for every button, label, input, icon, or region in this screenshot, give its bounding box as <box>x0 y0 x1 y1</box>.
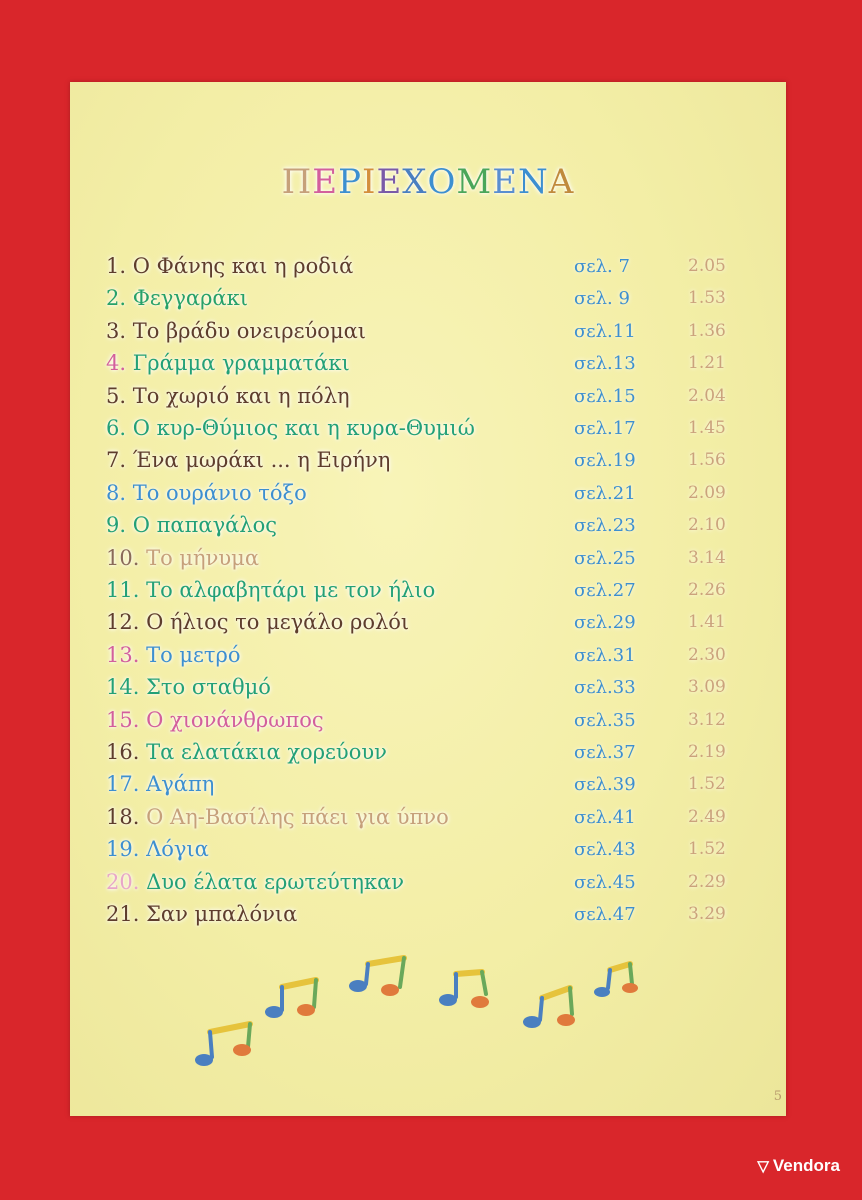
title-letter: Ο <box>427 162 457 202</box>
song-page: σελ.43 <box>574 839 636 861</box>
title-letter: Ε <box>492 162 519 202</box>
song-page: σελ.21 <box>574 482 636 504</box>
vendora-watermark <box>757 1156 840 1176</box>
music-note-icon <box>195 1024 251 1066</box>
song-duration: 2.30 <box>688 644 726 665</box>
song-page: σελ.39 <box>574 774 636 796</box>
song-duration: 1.45 <box>688 418 726 438</box>
song-title: 4. Γράμμα γραμματάκι <box>106 351 350 376</box>
title-letter: Χ <box>402 162 428 202</box>
title-letter: Ε <box>376 162 403 202</box>
song-duration: 1.52 <box>688 839 726 860</box>
song-title: 8. Το ουράνιο τόξο <box>106 480 307 505</box>
watermark-text: Vendora <box>772 1156 840 1175</box>
song-duration: 2.10 <box>688 515 726 536</box>
song-title: 17. Αγάπη <box>106 772 215 797</box>
song-duration: 3.12 <box>688 709 726 730</box>
song-page: σελ. 7 <box>574 256 630 277</box>
song-title: 7. Ένα μωράκι ... η Ειρήνη <box>106 448 391 473</box>
song-page: σελ.27 <box>574 580 636 601</box>
song-page: σελ.37 <box>574 742 636 763</box>
song-page: σελ.47 <box>574 904 636 925</box>
song-page: σελ.19 <box>574 450 636 472</box>
song-duration: 1.41 <box>688 612 726 633</box>
title-letter: Ι <box>362 162 377 202</box>
song-title: 1. Ο Φάνης και η ροδιά <box>106 254 354 278</box>
music-note-icon <box>523 988 575 1028</box>
song-duration: 3.09 <box>688 677 726 698</box>
music-note-icon <box>349 958 404 996</box>
song-page: σελ.13 <box>574 353 636 375</box>
song-title: 5. Το χωριό και η πόλη <box>106 383 350 408</box>
song-page: σελ.29 <box>574 612 636 634</box>
song-title: 2. Φεγγαράκι <box>106 286 248 311</box>
song-title: 20. Δυο έλατα ερωτεύτηκαν <box>106 869 405 894</box>
song-duration: 2.05 <box>688 256 726 276</box>
song-title: 10. Το μήνυμα <box>106 545 259 570</box>
song-duration: 1.21 <box>688 353 726 374</box>
song-title: 3. Το βράδυ ονειρεύομαι <box>106 318 367 343</box>
title-letter: Μ <box>456 162 493 202</box>
song-title: 6. Ο κυρ-Θύμιος και η κυρα-Θυμιώ <box>106 416 475 440</box>
song-page: σελ.41 <box>574 806 636 828</box>
title-letter: Ρ <box>338 162 363 202</box>
song-page: σελ.25 <box>574 547 636 569</box>
song-title: 16. Τα ελατάκια χορεύουν <box>106 740 387 764</box>
song-duration: 1.52 <box>688 774 726 795</box>
song-duration: 3.29 <box>688 904 726 924</box>
song-page: σελ.35 <box>574 709 636 731</box>
music-note-icon <box>439 972 489 1008</box>
song-page: σελ.17 <box>574 418 636 439</box>
song-duration: 1.36 <box>688 320 726 341</box>
page-number: 5 <box>773 1089 782 1104</box>
song-duration: 1.53 <box>688 288 726 309</box>
song-title: 15. Ο χιονάνθρωπος <box>106 707 324 732</box>
song-page: σελ.33 <box>574 677 636 699</box>
song-title: 11. Το αλφαβητάρι με τον ήλιο <box>106 578 436 602</box>
title-letter: Ε <box>312 162 339 202</box>
music-note-icon <box>265 980 316 1018</box>
vendora-logo-icon: ▽ <box>757 1158 769 1175</box>
song-title: 9. Ο παπαγάλος <box>106 513 278 538</box>
song-page: σελ.45 <box>574 871 636 893</box>
music-notes-icon <box>70 82 786 1116</box>
song-page: σελ.31 <box>574 644 636 666</box>
song-duration: 2.49 <box>688 806 726 827</box>
song-title: 18. Ο Αη-Βασίλης πάει για ύπνο <box>106 804 449 829</box>
song-page: σελ.15 <box>574 385 636 407</box>
song-title: 13. Το μετρό <box>106 642 241 667</box>
song-title: 14. Στο σταθμό <box>106 675 271 700</box>
title-letter: Α <box>548 162 575 202</box>
song-page: σελ.23 <box>574 515 636 537</box>
song-page: σελ.11 <box>574 320 636 342</box>
song-duration: 3.14 <box>688 547 726 568</box>
song-duration: 1.56 <box>688 450 726 471</box>
song-title: 21. Σαν μπαλόνια <box>106 902 298 926</box>
song-duration: 2.26 <box>688 580 726 600</box>
song-title: 19. Λόγια <box>106 837 209 862</box>
song-duration: 2.19 <box>688 742 726 762</box>
contents-page <box>70 82 786 1116</box>
title-letter: Ν <box>518 162 549 202</box>
title-letter: Π <box>281 162 313 202</box>
song-duration: 2.29 <box>688 871 726 892</box>
song-duration: 2.09 <box>688 482 726 503</box>
song-title: 12. Ο ήλιος το μεγάλο ρολόι <box>106 610 410 635</box>
music-note-icon <box>594 964 638 997</box>
song-duration: 2.04 <box>688 385 726 406</box>
song-page: σελ. 9 <box>574 288 630 310</box>
